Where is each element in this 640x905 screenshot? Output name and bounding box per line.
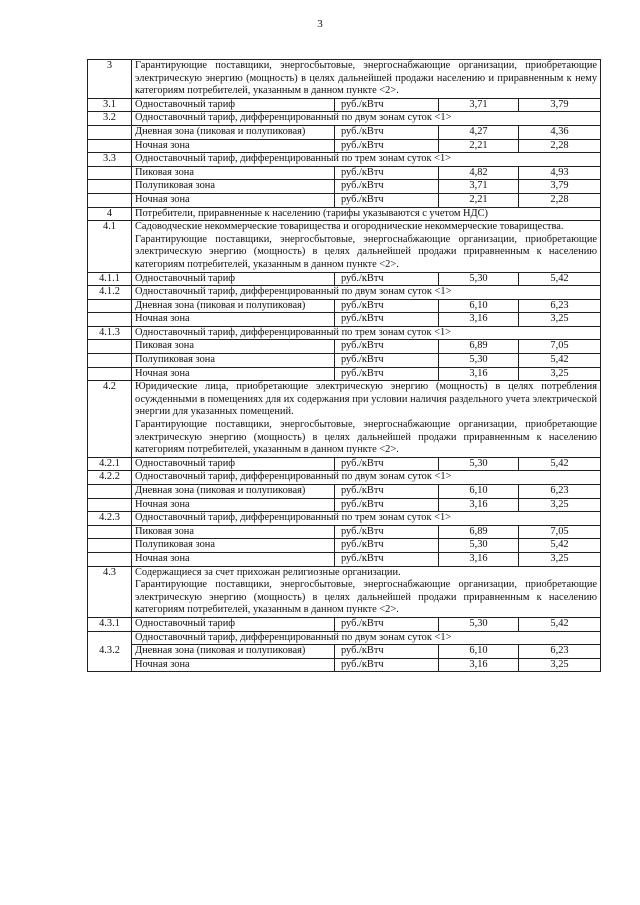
- table-row: [88, 98, 601, 112]
- description-paragraph: Одноставочный тариф, дифференцированный по трем зонам суток <1>: [135, 153, 452, 165]
- section-description: [132, 512, 601, 526]
- table-row: [88, 471, 601, 485]
- tariff-value-second-half: 3,25: [519, 552, 601, 566]
- description-paragraph: Одноставочный тариф, дифференцированный по двум зонам суток <1>: [135, 286, 452, 298]
- description-paragraph: Потребители, приравненные к населению (тарифы указываются с учетом НДС): [135, 207, 488, 219]
- section-description: [132, 381, 601, 458]
- tariff-value-second-half: 3,25: [519, 367, 601, 381]
- table-row: [88, 326, 601, 340]
- tariff-name: Одноставочный тариф: [132, 617, 335, 631]
- section-description: [132, 471, 601, 485]
- description-paragraph: Одноставочный тариф, дифференцированный по трем зонам суток <1>: [135, 326, 452, 338]
- row-number: [88, 340, 132, 354]
- section-description: [132, 112, 601, 126]
- tariff-value-second-half: 2,28: [519, 139, 601, 153]
- tariff-value-second-half: 6,23: [519, 645, 601, 659]
- table-row: [88, 566, 601, 617]
- tariff-name: Одноставочный тариф: [132, 457, 335, 471]
- tariff-value-second-half: 7,05: [519, 340, 601, 354]
- table-row: [88, 381, 601, 458]
- tariff-value-first-half: 2,21: [439, 193, 519, 207]
- table-row: [88, 272, 601, 286]
- tariff-name: Пиковая зона: [132, 340, 335, 354]
- tariff-unit: руб./кВтч: [335, 367, 439, 381]
- section-description: [132, 566, 601, 617]
- row-number: [88, 525, 132, 539]
- tariff-name: Дневная зона (пиковая и полупиковая): [132, 125, 335, 139]
- tariff-value-second-half: 5,42: [519, 617, 601, 631]
- table-row: [88, 631, 601, 645]
- description-paragraph: Садоводческие некоммерческие товарищества и огороднические некоммерческие товарищества.: [135, 221, 564, 233]
- row-number: [88, 299, 132, 313]
- row-number: 4.2: [88, 381, 132, 458]
- tariff-value-first-half: 2,21: [439, 139, 519, 153]
- tariff-value-first-half: 5,30: [439, 457, 519, 471]
- tariff-value-second-half: 3,25: [519, 498, 601, 512]
- row-number: [88, 485, 132, 499]
- tariff-unit: руб./кВтч: [335, 485, 439, 499]
- tariff-unit: руб./кВтч: [335, 125, 439, 139]
- section-description: [132, 60, 601, 99]
- description-paragraph: Гарантирующие поставщики, энергосбытовые, энергоснабжающие организации, приобретающие электрическую энергию (мощность) в целях дальнейшей продажи приравненным к населению категориям потребителей, указанным в данном пункте <2>.: [135, 233, 598, 270]
- tariff-value-second-half: 3,25: [519, 658, 601, 672]
- tariff-value-first-half: 5,30: [439, 272, 519, 286]
- description-paragraph: Юридические лица, приобретающие электрическую энергию (мощность) в целях потребления осужденными в помещениях для их содержания при условии наличия раздельного учета электрической энергии для указанных помещений.: [135, 381, 598, 418]
- row-number: 4.1.1: [88, 272, 132, 286]
- tariff-table-body: [88, 60, 601, 672]
- tariff-name: Полупиковая зона: [132, 539, 335, 553]
- tariff-unit: руб./кВтч: [335, 193, 439, 207]
- tariff-unit: руб./кВтч: [335, 552, 439, 566]
- tariff-name: Дневная зона (пиковая и полупиковая): [132, 645, 335, 659]
- tariff-unit: руб./кВтч: [335, 658, 439, 672]
- table-row: [88, 299, 601, 313]
- tariff-value-second-half: 6,23: [519, 485, 601, 499]
- table-row: [88, 617, 601, 631]
- row-number: [88, 552, 132, 566]
- description-paragraph: Гарантирующие поставщики, энергосбытовые, энергоснабжающие организации, приобретающие электрическую энергию (мощность) в целях дальнейшей продажи населению и приравненным к нему категориям потребителей, указанным в данном пункте <2>.: [135, 60, 598, 97]
- tariff-unit: руб./кВтч: [335, 166, 439, 180]
- row-number: [88, 313, 132, 327]
- tariff-name: Полупиковая зона: [132, 354, 335, 368]
- tariff-value-second-half: 6,23: [519, 299, 601, 313]
- tariff-value-first-half: 6,10: [439, 645, 519, 659]
- tariff-name: Ночная зона: [132, 658, 335, 672]
- tariff-name: Дневная зона (пиковая и полупиковая): [132, 485, 335, 499]
- row-number: 4: [88, 207, 132, 221]
- table-row: [88, 457, 601, 471]
- tariff-value-first-half: 3,16: [439, 498, 519, 512]
- tariff-name: Ночная зона: [132, 139, 335, 153]
- tariff-unit: руб./кВтч: [335, 98, 439, 112]
- description-paragraph: Одноставочный тариф, дифференцированный по двум зонам суток <1>: [135, 631, 452, 643]
- table-row: [88, 286, 601, 300]
- row-number: 3: [88, 60, 132, 99]
- row-number: [88, 139, 132, 153]
- row-number: 4.2.3: [88, 512, 132, 526]
- tariff-value-first-half: 4,82: [439, 166, 519, 180]
- tariff-value-second-half: 5,42: [519, 457, 601, 471]
- description-paragraph: Гарантирующие поставщики, энергосбытовые, энергоснабжающие организации, приобретающие электрическую энергию (мощность) в целях дальнейшей продажи приравненным к населению категориям потребителей, указанным в данном пункте <2>.: [135, 419, 598, 456]
- tariff-value-first-half: 3,16: [439, 658, 519, 672]
- tariff-unit: руб./кВтч: [335, 457, 439, 471]
- tariff-unit: руб./кВтч: [335, 180, 439, 194]
- table-row: [88, 367, 601, 381]
- table-row: [88, 112, 601, 126]
- table-row: [88, 125, 601, 139]
- description-paragraph: Гарантирующие поставщики, энергосбытовые, энергоснабжающие организации, приобретающие электрическую энергию (мощность) в целях дальнейшей продажи приравненным к населению категориям потребителей, указанным в данном пункте <2>.: [135, 579, 598, 616]
- row-number: [88, 354, 132, 368]
- section-description: [132, 221, 601, 272]
- tariff-name: Ночная зона: [132, 552, 335, 566]
- row-number: [88, 180, 132, 194]
- tariff-table: [87, 59, 601, 672]
- row-number: [88, 539, 132, 553]
- table-row: [88, 207, 601, 221]
- table-row: [88, 153, 601, 167]
- row-number: 4.3.1: [88, 617, 132, 631]
- tariff-value-second-half: 3,79: [519, 98, 601, 112]
- tariff-value-first-half: 3,16: [439, 313, 519, 327]
- tariff-value-first-half: 6,10: [439, 299, 519, 313]
- table-row: [88, 354, 601, 368]
- row-number: 4.2.1: [88, 457, 132, 471]
- table-row: [88, 498, 601, 512]
- tariff-unit: руб./кВтч: [335, 354, 439, 368]
- description-paragraph: Содержащиеся за счет прихожан религиозные организации.: [135, 566, 401, 578]
- description-paragraph: Одноставочный тариф, дифференцированный по трем зонам суток <1>: [135, 512, 452, 524]
- tariff-name: Ночная зона: [132, 313, 335, 327]
- row-number: [88, 166, 132, 180]
- section-description: [132, 631, 601, 645]
- tariff-unit: руб./кВтч: [335, 617, 439, 631]
- table-row: [88, 525, 601, 539]
- row-number: 4.3.2: [88, 631, 132, 672]
- tariff-unit: руб./кВтч: [335, 340, 439, 354]
- row-number: 4.1.2: [88, 286, 132, 300]
- row-number: 3.2: [88, 112, 132, 126]
- tariff-value-second-half: 2,28: [519, 193, 601, 207]
- tariff-unit: руб./кВтч: [335, 645, 439, 659]
- tariff-unit: руб./кВтч: [335, 139, 439, 153]
- table-row: [88, 512, 601, 526]
- row-number: 4.3: [88, 566, 132, 617]
- tariff-value-first-half: 5,30: [439, 354, 519, 368]
- tariff-value-second-half: 4,36: [519, 125, 601, 139]
- tariff-value-second-half: 4,93: [519, 166, 601, 180]
- page-number: 3: [317, 18, 323, 30]
- table-row: [88, 166, 601, 180]
- row-number: [88, 193, 132, 207]
- tariff-name: Дневная зона (пиковая и полупиковая): [132, 299, 335, 313]
- tariff-value-first-half: 6,89: [439, 340, 519, 354]
- row-number: 4.1: [88, 221, 132, 272]
- tariff-value-second-half: 7,05: [519, 525, 601, 539]
- tariff-name: Пиковая зона: [132, 166, 335, 180]
- tariff-value-second-half: 5,42: [519, 272, 601, 286]
- tariff-unit: руб./кВтч: [335, 539, 439, 553]
- tariff-value-first-half: 3,16: [439, 367, 519, 381]
- section-description: [132, 207, 601, 221]
- table-row: [88, 645, 601, 659]
- tariff-value-first-half: 3,71: [439, 180, 519, 194]
- table-row: [88, 539, 601, 553]
- row-number: [88, 125, 132, 139]
- tariff-unit: руб./кВтч: [335, 525, 439, 539]
- row-number: 3.3: [88, 153, 132, 167]
- row-number: 3.1: [88, 98, 132, 112]
- table-row: [88, 180, 601, 194]
- table-row: [88, 139, 601, 153]
- tariff-value-first-half: 5,30: [439, 617, 519, 631]
- tariff-name: Ночная зона: [132, 193, 335, 207]
- tariff-name: Полупиковая зона: [132, 180, 335, 194]
- row-number: [88, 498, 132, 512]
- table-row: [88, 485, 601, 499]
- row-number: 4.1.3: [88, 326, 132, 340]
- section-description: [132, 153, 601, 167]
- table-row: [88, 60, 601, 99]
- table-row: [88, 340, 601, 354]
- tariff-value-second-half: 5,42: [519, 354, 601, 368]
- tariff-value-first-half: 3,71: [439, 98, 519, 112]
- tariff-name: Одноставочный тариф: [132, 272, 335, 286]
- table-row: [88, 221, 601, 272]
- tariff-unit: руб./кВтч: [335, 313, 439, 327]
- tariff-value-first-half: 3,16: [439, 552, 519, 566]
- tariff-unit: руб./кВтч: [335, 299, 439, 313]
- tariff-name: Ночная зона: [132, 367, 335, 381]
- table-row: [88, 658, 601, 672]
- tariff-unit: руб./кВтч: [335, 272, 439, 286]
- tariff-value-second-half: 3,25: [519, 313, 601, 327]
- tariff-unit: руб./кВтч: [335, 498, 439, 512]
- tariff-value-first-half: 5,30: [439, 539, 519, 553]
- table-row: [88, 193, 601, 207]
- row-number: 4.2.2: [88, 471, 132, 485]
- description-paragraph: Одноставочный тариф, дифференцированный по двум зонам суток <1>: [135, 471, 452, 483]
- tariff-value-first-half: 6,10: [439, 485, 519, 499]
- section-description: [132, 326, 601, 340]
- description-paragraph: Одноставочный тариф, дифференцированный по двум зонам суток <1>: [135, 112, 452, 124]
- tariff-value-first-half: 6,89: [439, 525, 519, 539]
- tariff-name: Ночная зона: [132, 498, 335, 512]
- table-row: [88, 313, 601, 327]
- tariff-name: Одноставочный тариф: [132, 98, 335, 112]
- section-description: [132, 286, 601, 300]
- table-row: [88, 552, 601, 566]
- tariff-name: Пиковая зона: [132, 525, 335, 539]
- row-number: [88, 367, 132, 381]
- tariff-value-second-half: 5,42: [519, 539, 601, 553]
- tariff-value-first-half: 4,27: [439, 125, 519, 139]
- tariff-value-second-half: 3,79: [519, 180, 601, 194]
